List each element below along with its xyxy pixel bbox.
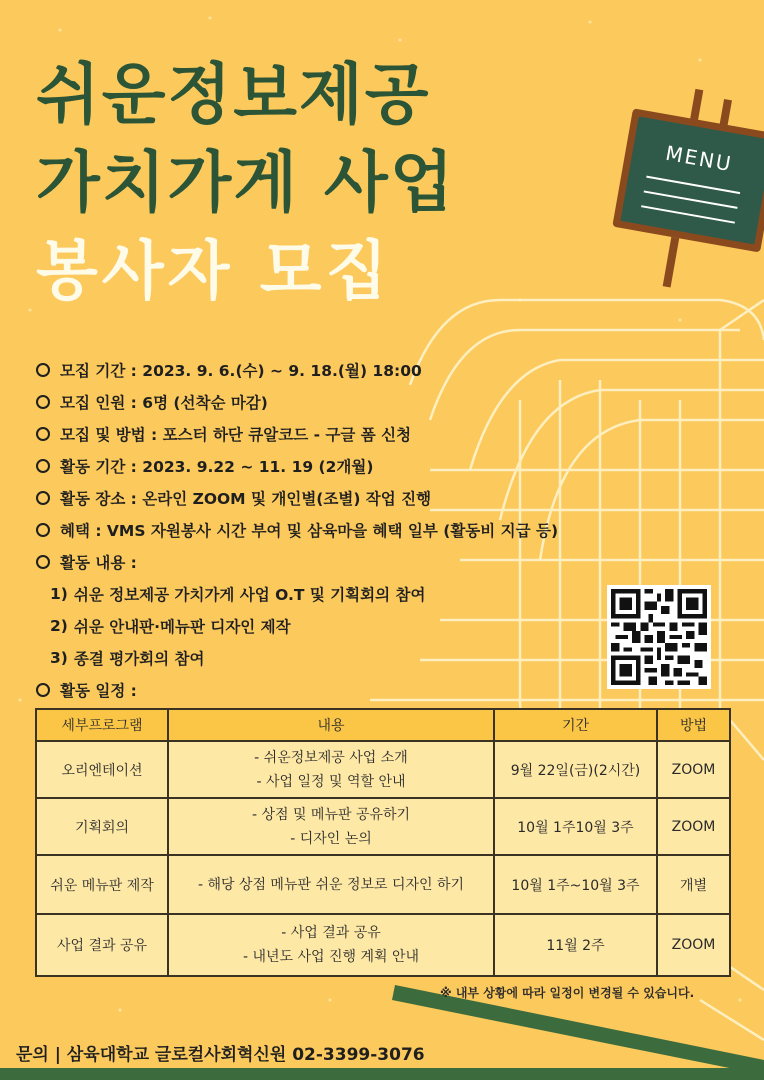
table-row xyxy=(36,741,730,798)
header-program: 세부프로그램 xyxy=(36,709,168,741)
content-line: - 사업 일정 및 역할 안내 xyxy=(256,773,406,790)
info-benefits xyxy=(36,514,636,546)
schedule-table xyxy=(35,708,731,977)
activity-item xyxy=(36,642,636,674)
bullet-circle-icon xyxy=(36,523,50,537)
menu-board-illustration xyxy=(600,88,764,288)
cell-period: 10월 1주10월 3주 xyxy=(494,798,657,855)
bullet-circle-icon xyxy=(36,459,50,473)
header-content: 내용 xyxy=(168,709,494,741)
info-text: 모집 인원 : 6명 (선착순 마감) xyxy=(60,394,268,412)
activity-text: 쉬운 안내판·메뉴판 디자인 제작 xyxy=(73,618,291,636)
bullet-circle-icon xyxy=(36,491,50,505)
cell-period: 11월 2주 xyxy=(494,914,657,976)
qr-code-icon[interactable] xyxy=(607,585,711,689)
content-line: - 사업 결과 공유 xyxy=(281,925,381,941)
cell-content xyxy=(168,914,494,976)
bullet-circle-icon xyxy=(36,363,50,377)
activity-item xyxy=(36,610,636,642)
content-line: - 상점 및 메뉴판 공유하기 xyxy=(251,806,411,823)
info-text: 활동 내용 : xyxy=(60,554,137,572)
activity-number: 2) xyxy=(50,617,68,635)
cell-period: 9월 22일(금)(2시간) xyxy=(494,741,657,798)
bullet-circle-icon xyxy=(36,555,50,569)
content-line: - 디자인 논의 xyxy=(290,830,372,847)
recruitment-info-list xyxy=(36,354,636,706)
bullet-circle-icon xyxy=(36,683,50,697)
info-headcount xyxy=(36,386,636,418)
cell-program: 쉬운 메뉴판 제작 xyxy=(36,855,168,914)
menu-board-text: MENU xyxy=(663,140,735,177)
info-activity-period xyxy=(36,450,636,482)
info-schedule-heading xyxy=(36,674,636,706)
cell-method: ZOOM xyxy=(657,914,730,976)
info-activities-heading xyxy=(36,546,636,578)
activity-number: 3) xyxy=(50,649,68,667)
table-header-row xyxy=(36,709,730,741)
info-text: 활동 기간 : 2023. 9.22 ~ 11. 19 (2개월) xyxy=(60,458,374,476)
contact-info: 문의 | 삼육대학교 글로컬사회혁신원 02-3399-3076 xyxy=(16,1045,425,1065)
cell-method: ZOOM xyxy=(657,798,730,855)
cell-content xyxy=(168,855,494,914)
cell-method: 개별 xyxy=(657,855,730,914)
cell-period: 10월 1주~10월 3주 xyxy=(494,855,657,914)
table-row xyxy=(36,914,730,976)
activity-text: 쉬운 정보제공 가치가게 사업 O.T 및 기획회의 참여 xyxy=(73,586,426,604)
cell-program: 사업 결과 공유 xyxy=(36,914,168,976)
table-row xyxy=(36,798,730,855)
info-text: 혜택 : VMS 자원봉사 시간 부여 및 삼육마을 혜택 일부 (활동비 지급 등) xyxy=(60,522,559,540)
cell-method: ZOOM xyxy=(657,741,730,798)
info-method xyxy=(36,418,636,450)
title-line-1: 쉬운정보제공 xyxy=(36,56,431,133)
header-method: 방법 xyxy=(657,709,730,741)
title-line-3: 봉사자 모집 xyxy=(36,235,392,309)
cell-content xyxy=(168,798,494,855)
table-row xyxy=(36,855,730,914)
info-text: 활동 장소 : 온라인 ZOOM 및 개인별(조별) 작업 진행 xyxy=(60,490,432,508)
info-text: 모집 기간 : 2023. 9. 6.(수) ~ 9. 18.(월) 18:00 xyxy=(60,362,422,380)
bullet-circle-icon xyxy=(36,427,50,441)
activity-text: 종결 평가회의 참여 xyxy=(73,650,205,668)
info-text: 모집 및 방법 : 포스터 하단 큐알코드 - 구글 폼 신청 xyxy=(60,426,412,444)
content-line: - 해당 상점 메뉴판 쉬운 정보로 디자인 하기 xyxy=(197,876,465,893)
schedule-change-note: ※ 내부 상황에 따라 일정이 변경될 수 있습니다. xyxy=(440,986,695,1000)
info-location xyxy=(36,482,636,514)
bullet-circle-icon xyxy=(36,395,50,409)
cell-content xyxy=(168,741,494,798)
content-line: - 쉬운정보제공 사업 소개 xyxy=(254,749,408,766)
header-period: 기간 xyxy=(494,709,657,741)
info-text: 활동 일정 : xyxy=(60,682,137,700)
info-period xyxy=(36,354,636,386)
cell-program: 오리엔테이션 xyxy=(36,741,168,798)
cell-program: 기획회의 xyxy=(36,798,168,855)
content-line: - 내년도 사업 진행 계획 안내 xyxy=(242,949,420,965)
activity-item xyxy=(36,578,636,610)
activity-number: 1) xyxy=(50,585,68,603)
title-line-2: 가치가게 사업 xyxy=(36,144,456,221)
